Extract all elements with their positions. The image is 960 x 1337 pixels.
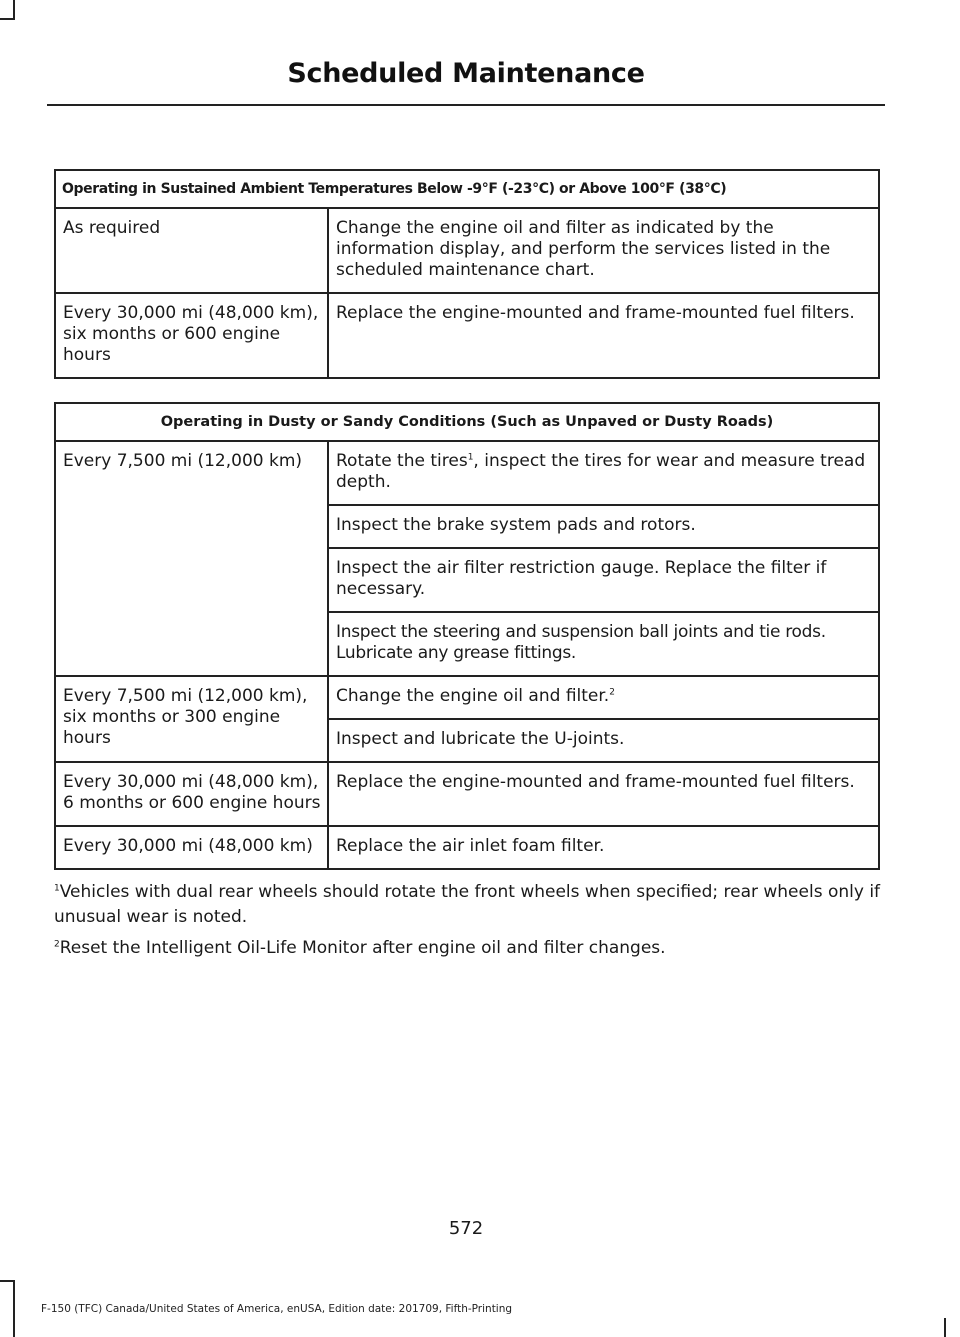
table-heading: Operating in Sustained Ambient Temperatures Below -9°F (-23°C) or Above 100°F (38°C) — [55, 170, 879, 208]
edition-info: F-150 (TFC) Canada/United States of America, enUSA, Edition date: 201709, Fifth-Printing — [41, 1303, 513, 1315]
service-cell: Replace the engine-mounted and frame-mounted fuel filters. — [328, 762, 879, 826]
footnote-ref: 2 — [609, 687, 615, 698]
page-number: 572 — [448, 1218, 484, 1239]
service-cell: Inspect and lubricate the U-joints. — [328, 719, 879, 762]
crop-mark-bottom-left-h — [0, 1280, 15, 1282]
footnote — [54, 880, 882, 930]
footnote-text: Reset the Intelligent Oil-Life Monitor after engine oil and filter changes. — [59, 938, 666, 958]
service-cell: Replace the engine-mounted and frame-mounted fuel filters. — [328, 293, 879, 378]
crop-mark-bottom-left-v — [13, 1280, 15, 1337]
table-row — [55, 441, 879, 505]
service-cell: Replace the air inlet foam filter. — [328, 826, 879, 869]
header-divider — [47, 104, 885, 106]
interval-cell: Every 30,000 mi (48,000 km), 6 months or 600 engine hours — [55, 762, 328, 826]
interval-cell: Every 7,500 mi (12,000 km), six months or 300 engine hours — [55, 676, 328, 762]
service-cell — [328, 441, 879, 505]
interval-cell: As required — [55, 208, 328, 293]
table-row — [55, 208, 879, 293]
service-cell: Change the engine oil and filter as indicated by the information display, and perform the services listed in the scheduled maintenance chart. — [328, 208, 879, 293]
footnotes — [54, 880, 882, 967]
crop-mark-top-left-h — [0, 18, 15, 20]
table-row — [55, 826, 879, 869]
footnote — [54, 936, 882, 961]
service-cell: Inspect the steering and suspension ball joints and tie rods. Lubricate any grease fittings. — [328, 612, 879, 676]
service-text-continued: , inspect the tires for wear and measure tread depth. — [336, 451, 866, 492]
table-row — [55, 293, 879, 378]
table-heading: Operating in Dusty or Sandy Conditions (Such as Unpaved or Dusty Roads) — [55, 403, 879, 441]
table-heading-row — [55, 403, 879, 441]
crop-mark-top-left-v — [13, 0, 15, 20]
footnote-text: Vehicles with dual rear wheels should rotate the front wheels when specified; rear wheels only if unusual wear is noted. — [54, 882, 881, 927]
maintenance-table-temperature — [54, 169, 880, 379]
service-cell: Inspect the brake system pads and rotors. — [328, 505, 879, 548]
maintenance-table-dusty — [54, 402, 880, 870]
table-row — [55, 762, 879, 826]
footnote-mark: 1 — [54, 883, 60, 894]
crop-mark-bottom-right-v — [944, 1318, 946, 1337]
service-cell — [328, 676, 879, 719]
footnote-mark: 2 — [54, 939, 60, 950]
interval-cell: Every 30,000 mi (48,000 km) — [55, 826, 328, 869]
service-text: Change the engine oil and filter. — [336, 686, 610, 706]
service-text: Rotate the tires — [336, 451, 468, 471]
table-heading-row — [55, 170, 879, 208]
footnote-ref: 1 — [467, 452, 474, 463]
interval-cell: Every 30,000 mi (48,000 km), six months or 600 engine hours — [55, 293, 328, 378]
interval-cell: Every 7,500 mi (12,000 km) — [55, 441, 328, 676]
page-title: Scheduled Maintenance — [287, 58, 645, 89]
service-cell: Inspect the air filter restriction gauge. Replace the filter if necessary. — [328, 548, 879, 612]
table-row — [55, 676, 879, 719]
